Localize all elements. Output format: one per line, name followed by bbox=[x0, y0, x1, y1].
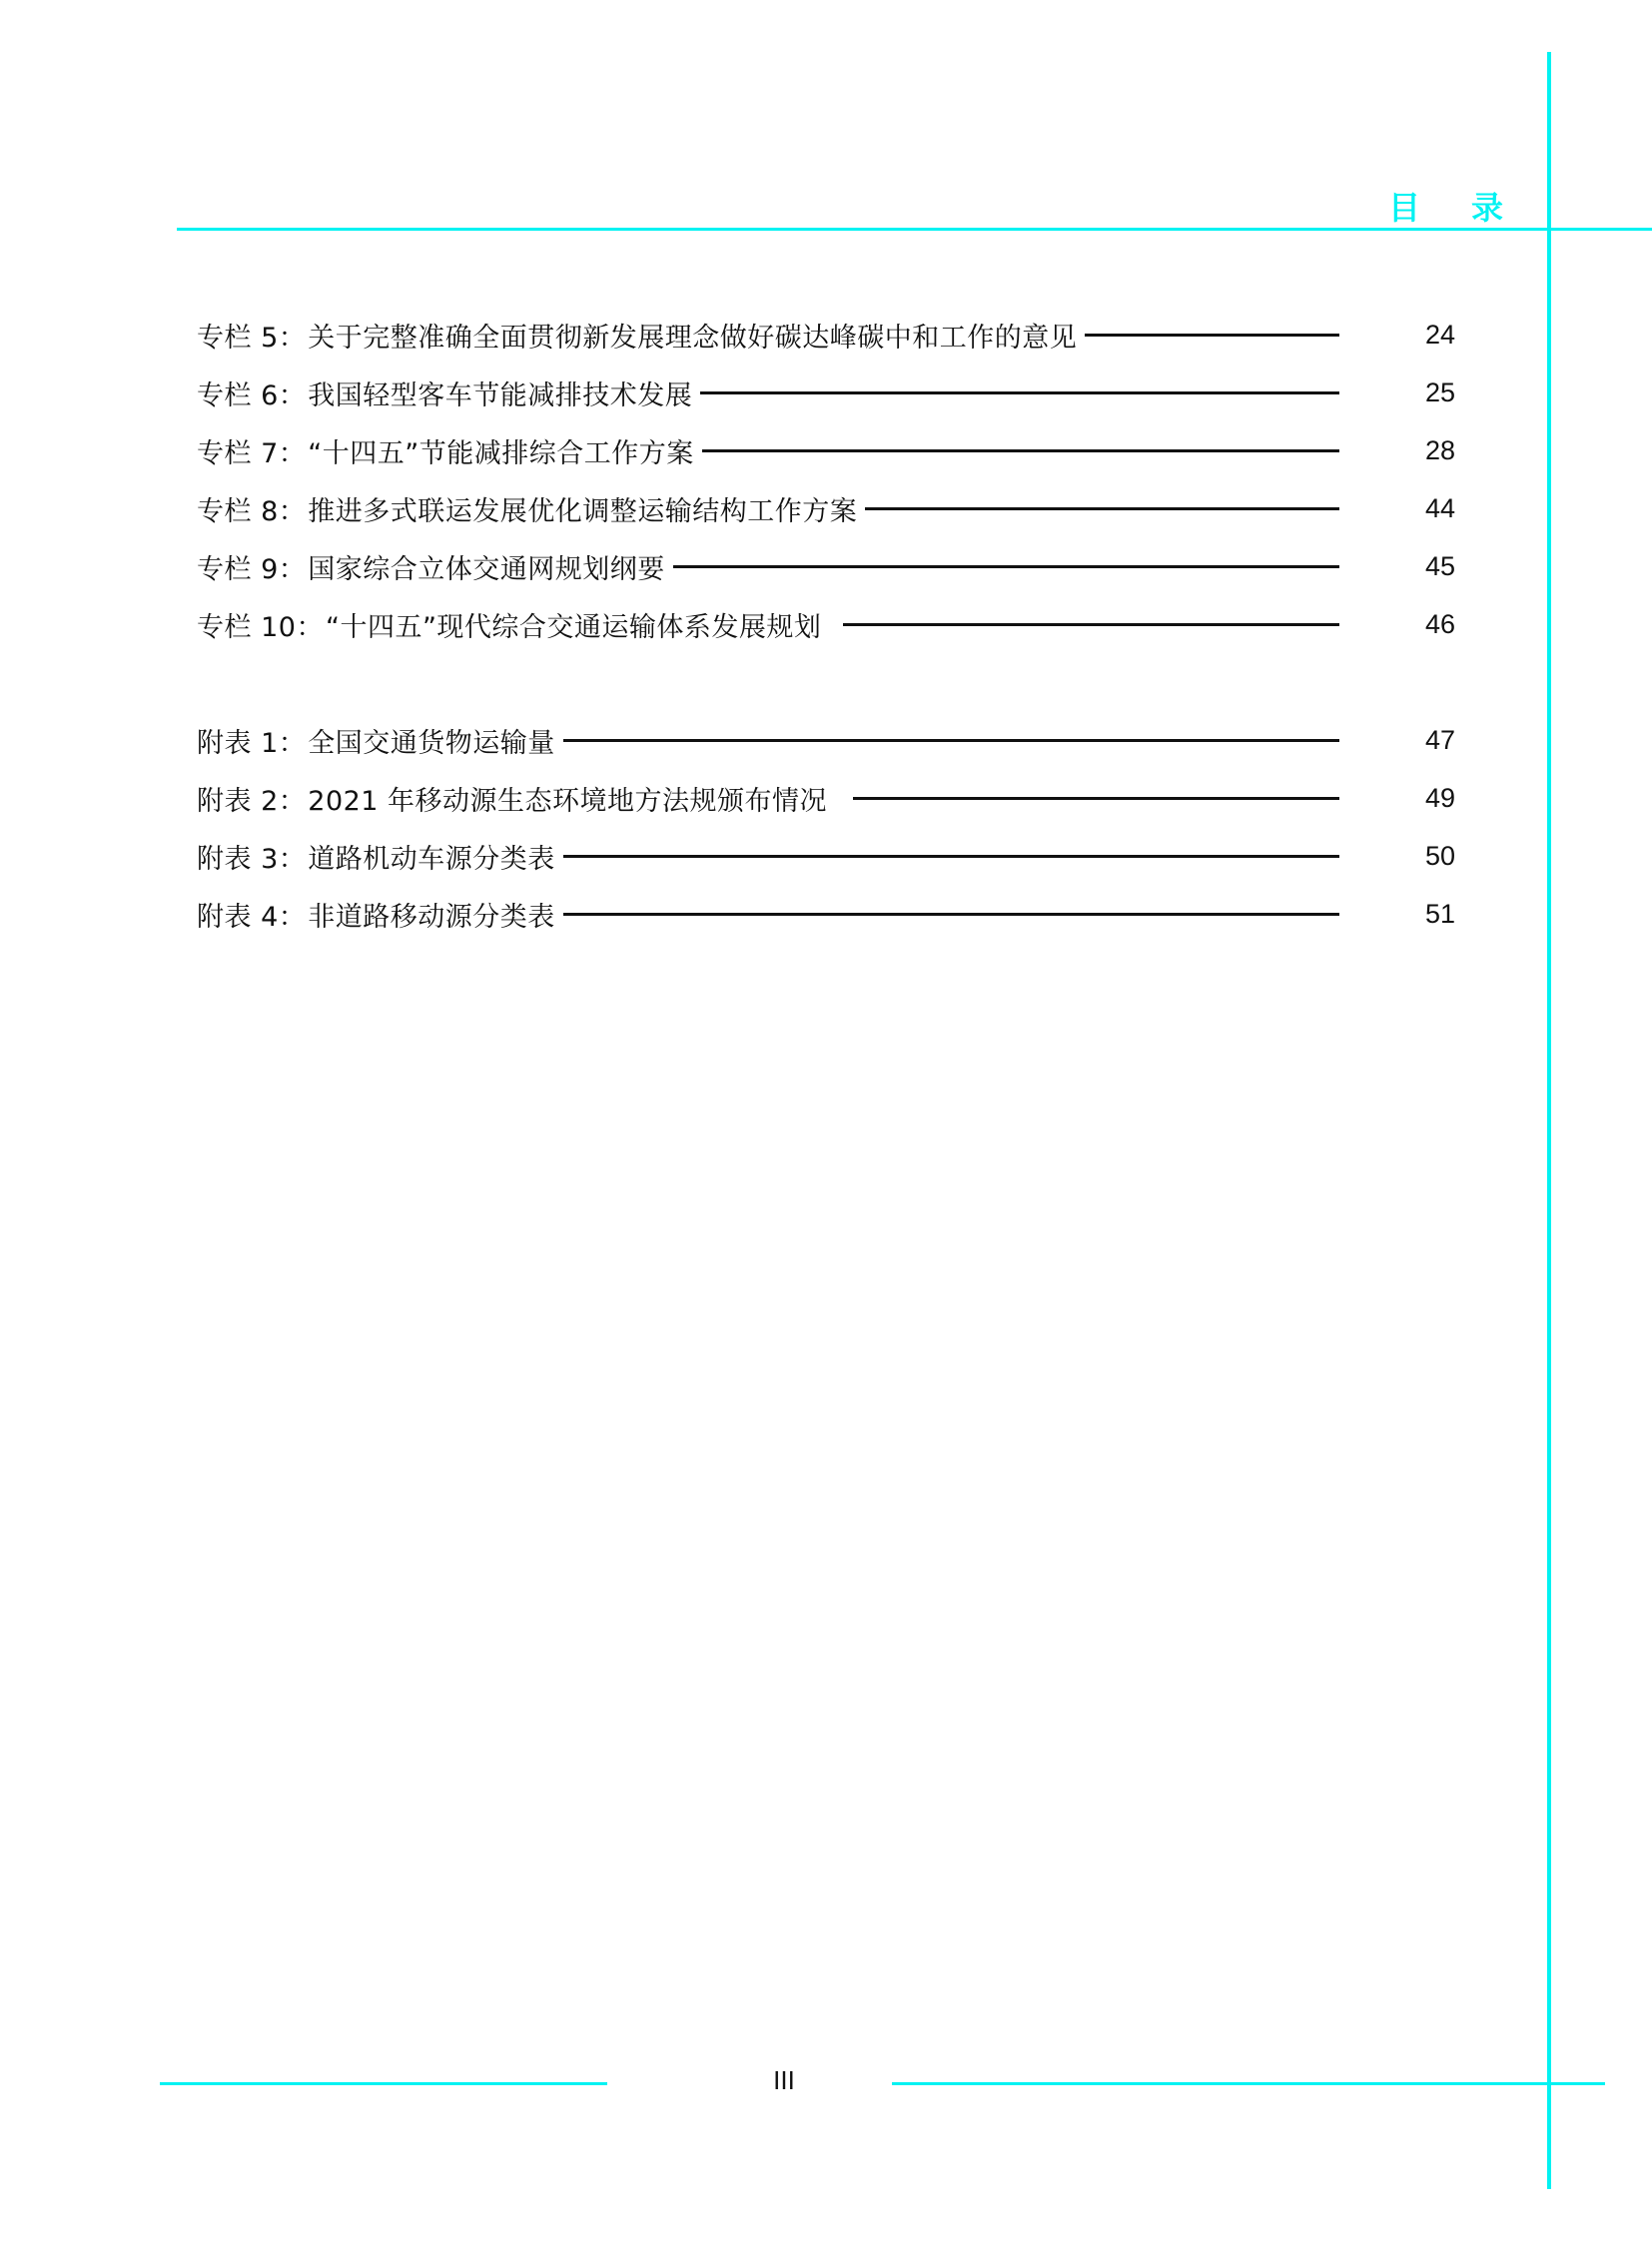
leader-line bbox=[1085, 334, 1339, 337]
toc-entry-title: 2021 年移动源生态环境地方法规颁布情况 bbox=[308, 785, 828, 817]
toc-entry-title: 全国交通货物运输量 bbox=[308, 727, 555, 759]
leader-line bbox=[563, 739, 1339, 742]
toc-entry-title: 我国轻型客车节能减排技术发展 bbox=[308, 379, 693, 411]
toc-entry-prefix: 专栏 7： bbox=[197, 437, 307, 469]
toc-entry-prefix: 附表 4： bbox=[197, 901, 307, 933]
toc-entry-title: “十四五”节能减排综合工作方案 bbox=[308, 437, 694, 469]
table-of-contents bbox=[197, 306, 1455, 943]
toc-entry-title: “十四五”现代综合交通运输体系发展规划 bbox=[325, 611, 822, 643]
section-spacer bbox=[197, 653, 1455, 711]
toc-entry-title: 推进多式联运发展优化调整运输结构工作方案 bbox=[308, 495, 858, 527]
toc-entry-prefix: 专栏 8： bbox=[197, 495, 307, 527]
toc-entry-page: 46 bbox=[1424, 608, 1455, 639]
toc-entry-column-10[interactable] bbox=[197, 595, 1455, 653]
toc-entry-title: 国家综合立体交通网规划纲要 bbox=[308, 553, 665, 585]
toc-entry-column-6[interactable] bbox=[197, 364, 1455, 421]
page-number: III bbox=[773, 2065, 795, 2095]
leader-line bbox=[563, 913, 1339, 916]
toc-entry-prefix: 专栏 5： bbox=[197, 322, 307, 354]
toc-entry-page: 25 bbox=[1424, 376, 1455, 407]
toc-entry-prefix: 专栏 9： bbox=[197, 553, 307, 585]
page-title-char-1: 目 bbox=[1388, 189, 1421, 227]
footer-rule-left bbox=[160, 2082, 607, 2085]
toc-entry-title: 关于完整准确全面贯彻新发展理念做好碳达峰碳中和工作的意见 bbox=[308, 322, 1078, 354]
toc-entry-appendix-3[interactable] bbox=[197, 827, 1455, 885]
toc-entry-page: 28 bbox=[1424, 434, 1455, 465]
toc-entry-column-5[interactable] bbox=[197, 306, 1455, 364]
header-rule bbox=[177, 228, 1652, 231]
leader-line bbox=[843, 623, 1339, 626]
leader-line bbox=[563, 855, 1339, 858]
toc-entry-prefix: 附表 1： bbox=[197, 727, 307, 759]
toc-entry-prefix: 专栏 6： bbox=[197, 379, 307, 411]
toc-entry-page: 50 bbox=[1424, 840, 1455, 871]
toc-entry-column-7[interactable] bbox=[197, 421, 1455, 479]
toc-entry-page: 44 bbox=[1424, 492, 1455, 523]
leader-line bbox=[853, 797, 1339, 800]
toc-entry-page: 49 bbox=[1424, 782, 1455, 813]
toc-entry-page: 47 bbox=[1424, 724, 1455, 755]
toc-entry-page: 24 bbox=[1424, 319, 1455, 350]
toc-entry-title: 非道路移动源分类表 bbox=[308, 901, 555, 933]
leader-line bbox=[700, 391, 1339, 394]
toc-entry-title: 道路机动车源分类表 bbox=[308, 843, 555, 875]
leader-line bbox=[673, 565, 1339, 568]
page-title-char-2: 录 bbox=[1470, 189, 1503, 227]
toc-entry-column-8[interactable] bbox=[197, 479, 1455, 537]
margin-vertical-rule bbox=[1547, 52, 1551, 2189]
toc-entry-appendix-1[interactable] bbox=[197, 711, 1455, 769]
leader-line bbox=[702, 449, 1339, 452]
toc-entry-prefix: 专栏 10： bbox=[197, 611, 324, 643]
toc-entry-page: 45 bbox=[1424, 550, 1455, 581]
leader-line bbox=[865, 507, 1339, 510]
page-title bbox=[1388, 186, 1503, 226]
toc-entry-page: 51 bbox=[1424, 898, 1455, 929]
footer-rule-right bbox=[892, 2082, 1605, 2085]
toc-entry-prefix: 附表 2： bbox=[197, 785, 307, 817]
toc-entry-column-9[interactable] bbox=[197, 537, 1455, 595]
toc-entry-prefix: 附表 3： bbox=[197, 843, 307, 875]
toc-entry-appendix-4[interactable] bbox=[197, 885, 1455, 943]
toc-entry-appendix-2[interactable] bbox=[197, 769, 1455, 827]
